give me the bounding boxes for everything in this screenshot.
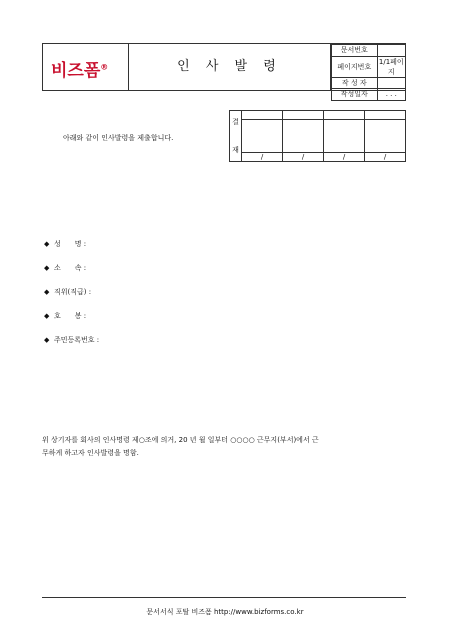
field-pay-grade: [44, 311, 86, 321]
footer-text: 문서서식 포탈 비즈폼 http://www.bizforms.co.kr: [146, 608, 304, 616]
order-statement: [42, 434, 410, 460]
meta-label-doc-number: 문서번호: [332, 45, 378, 57]
document-meta-table: [331, 44, 406, 101]
meta-value-date[interactable]: . . .: [377, 89, 405, 101]
approval-label: [230, 111, 242, 162]
approval-label-bottom: 재: [232, 146, 239, 154]
order-statement-line2: 무하게 하고자 인사발령을 명함.: [42, 449, 139, 457]
logo-cell: [43, 44, 129, 90]
approval-box: [229, 110, 406, 162]
meta-label-page-number: 페이지번호: [332, 56, 378, 77]
approval-date-cell[interactable]: /: [242, 153, 283, 162]
diamond-bullet-icon: ◆: [44, 336, 50, 344]
approval-title-cell: [242, 111, 283, 120]
approval-date-cell[interactable]: /: [283, 153, 324, 162]
approval-title-cell: [324, 111, 365, 120]
field-department: [44, 263, 86, 273]
field-position: [44, 287, 91, 297]
field-label: 성 명 :: [54, 240, 87, 248]
approval-sign-cell[interactable]: [242, 120, 283, 153]
meta-label-date: 작성일자: [332, 89, 378, 101]
approval-title-cell: [365, 111, 406, 120]
registered-mark: ®: [100, 62, 109, 72]
approval-label-top: 결: [232, 118, 239, 126]
approval-date-cell[interactable]: /: [365, 153, 406, 162]
diamond-bullet-icon: ◆: [44, 240, 50, 248]
meta-label-author: 작 성 자: [332, 77, 378, 89]
diamond-bullet-icon: ◆: [44, 312, 50, 320]
approval-sign-cell[interactable]: [324, 120, 365, 153]
field-label: 호 봉 :: [54, 312, 87, 320]
diamond-bullet-icon: ◆: [44, 288, 50, 296]
document-title: 인 사 발 령: [129, 44, 331, 90]
field-label: 주민등록번호 :: [54, 336, 100, 344]
field-label: 소 속 :: [54, 264, 87, 272]
field-resident-number: [44, 335, 99, 345]
document-header: [42, 43, 406, 99]
diamond-bullet-icon: ◆: [44, 264, 50, 272]
order-statement-line1: 위 상기자를 회사의 인사명령 제○조에 의거, 20 년 월 일부터 ○○○○ 근무지(부서)에서 근: [42, 436, 319, 444]
bizforms-logo: [51, 56, 108, 81]
meta-value-doc-number[interactable]: [377, 45, 405, 57]
meta-value-page-number: 1/1페이지: [378, 57, 404, 76]
footer-divider: [42, 597, 406, 598]
approval-sign-cell[interactable]: [283, 120, 324, 153]
intro-text: 아래와 같이 인사발령을 제출합니다.: [63, 134, 174, 142]
logo-text: 비즈폼: [51, 61, 101, 81]
approval-date-cell[interactable]: /: [324, 153, 365, 162]
approval-title-cell: [283, 111, 324, 120]
meta-value-author[interactable]: [377, 77, 405, 89]
approval-sign-cell[interactable]: [365, 120, 406, 153]
field-label: 직위(직급) :: [54, 288, 92, 296]
field-name: [44, 239, 86, 249]
